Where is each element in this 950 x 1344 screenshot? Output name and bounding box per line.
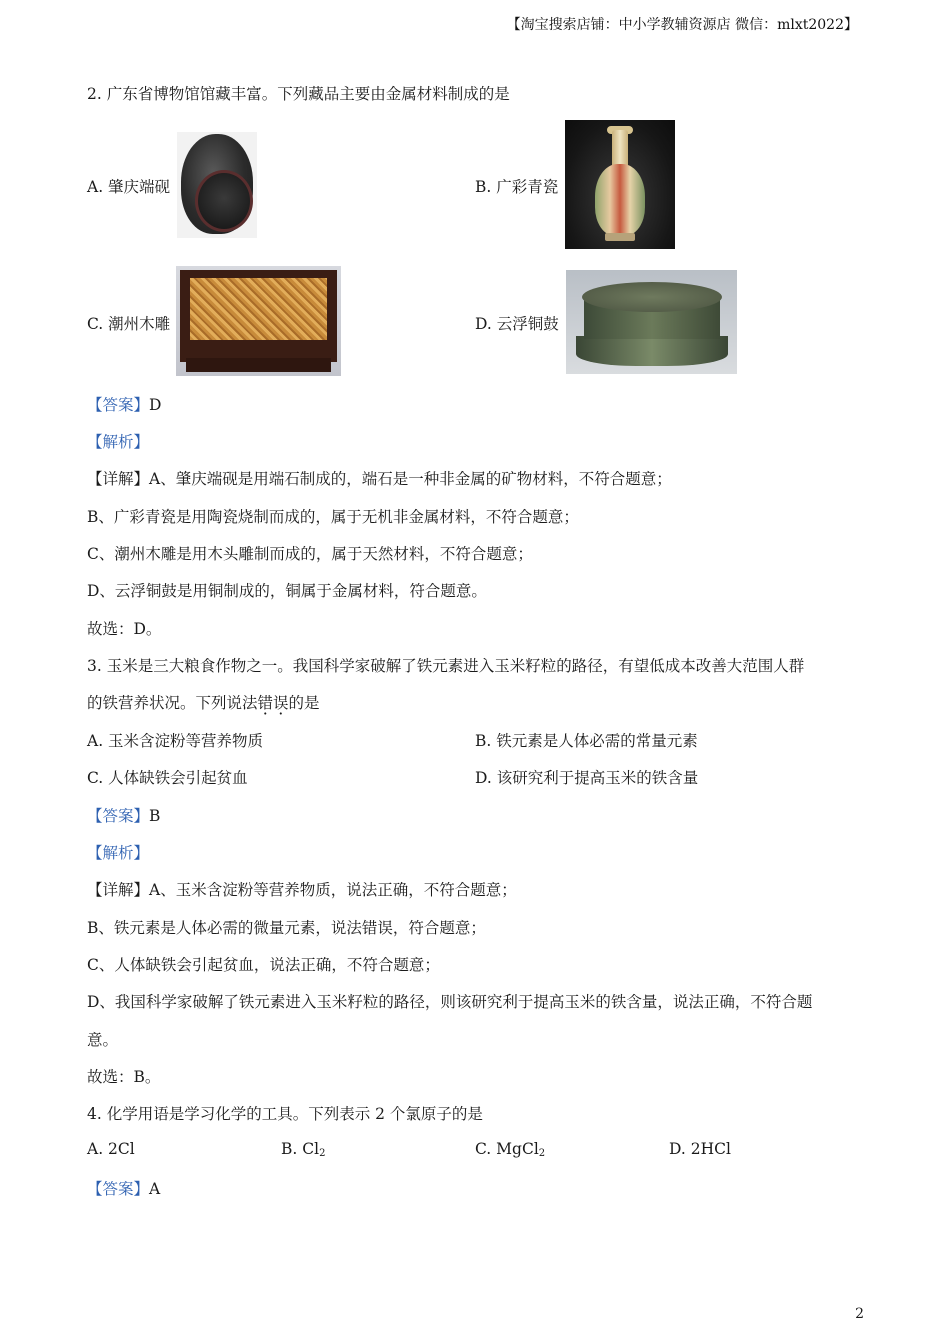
q3-detail-line-3: C、人体缺铁会引起贫血，说法正确，不符合题意； xyxy=(87,956,440,974)
q2-option-b: B. 广彩青瓷 xyxy=(475,178,559,196)
q3-detail-line-2: B、铁元素是人体必需的微量元素，说法错误，符合题意； xyxy=(87,919,486,937)
q3-option-d: D. 该研究利于提高玉米的铁含量 xyxy=(475,769,699,787)
q2-detail-line-3: C、潮州木雕是用木头雕制而成的，属于天然材料，不符合题意； xyxy=(87,545,533,563)
q2-conclusion: 故选：D。 xyxy=(87,620,162,638)
q2-detail-line-4: D、云浮铜鼓是用铜制成的，铜属于金属材料，符合题意。 xyxy=(87,582,487,600)
q4-answer-value: A xyxy=(149,1180,161,1198)
detail-tag: 【详解】 xyxy=(87,881,150,899)
emphasis-char-2: 误 xyxy=(273,694,289,712)
q2-option-a: A. 肇庆端砚 xyxy=(87,178,171,196)
page-number: 2 xyxy=(855,1306,864,1322)
q3-analysis-tag: 【解析】 xyxy=(87,844,150,862)
q4-option-d: D. 2HCl xyxy=(669,1140,731,1158)
q3-stem-line-2: 的铁营养状况。下列说法错误的是 xyxy=(87,694,320,712)
answer-tag: 【答案】 xyxy=(87,807,150,825)
q4-stem: 4. 化学用语是学习化学的工具。下列表示 2 个氯原子的是 xyxy=(87,1105,483,1123)
emphasis-char-1: 错 xyxy=(257,694,274,712)
q3-answer xyxy=(87,804,160,826)
wood-carving-image xyxy=(176,266,341,376)
q2-option-d: D. 云浮铜鼓 xyxy=(475,315,559,333)
answer-tag: 【答案】 xyxy=(87,396,150,414)
q4-answer xyxy=(87,1177,160,1199)
q2-analysis-tag: 【解析】 xyxy=(87,433,150,451)
q2-option-c: C. 潮州木雕 xyxy=(87,315,171,333)
q3-option-b: B. 铁元素是人体必需的常量元素 xyxy=(475,732,698,750)
page-header: 【淘宝搜索店铺：中小学教辅资源店 微信：mlxt2022】 xyxy=(506,17,858,33)
q3-conclusion: 故选：B。 xyxy=(87,1068,161,1086)
q3-detail-line-4: D、我国科学家破解了铁元素进入玉米籽粒的路径，则该研究利于提高玉米的铁含量，说法正确，不符合题 xyxy=(87,993,813,1011)
q4-option-b: B. $Cl_2$ xyxy=(281,1140,326,1159)
q2-detail-line-1: 【详解】A、肇庆端砚是用端石制成的，端石是一种非金属的矿物材料，不符合题意； xyxy=(87,470,672,488)
inkstone-image xyxy=(177,132,257,238)
q3-stem-line-1: 3. 玉米是三大粮食作物之一。我国科学家破解了铁元素进入玉米籽粒的路径，有望低成本改善大范围人群 xyxy=(87,657,805,675)
answer-tag: 【答案】 xyxy=(87,1180,150,1198)
q3-answer-value: B xyxy=(149,807,161,825)
porcelain-vase-image xyxy=(565,120,675,249)
q3-detail-line-1: 【详解】A、玉米含淀粉等营养物质，说法正确，不符合题意； xyxy=(87,881,517,899)
q2-answer xyxy=(87,393,161,415)
q3-detail-line-5: 意。 xyxy=(87,1031,119,1049)
q4-option-a: A. 2Cl xyxy=(87,1140,135,1158)
q3-option-a: A. 玉米含淀粉等营养物质 xyxy=(87,732,264,750)
q2-detail-line-2: B、广彩青瓷是用陶瓷烧制而成的，属于无机非金属材料，不符合题意； xyxy=(87,508,579,526)
q2-stem: 2. 广东省博物馆馆藏丰富。下列藏品主要由金属材料制成的是 xyxy=(87,85,510,103)
q3-option-c: C. 人体缺铁会引起贫血 xyxy=(87,769,248,787)
detail-tag: 【详解】 xyxy=(87,470,150,488)
q4-option-c: C. MgCl$_2$ xyxy=(475,1140,546,1159)
q2-answer-value: D xyxy=(149,396,162,414)
bronze-drum-image xyxy=(566,270,737,374)
